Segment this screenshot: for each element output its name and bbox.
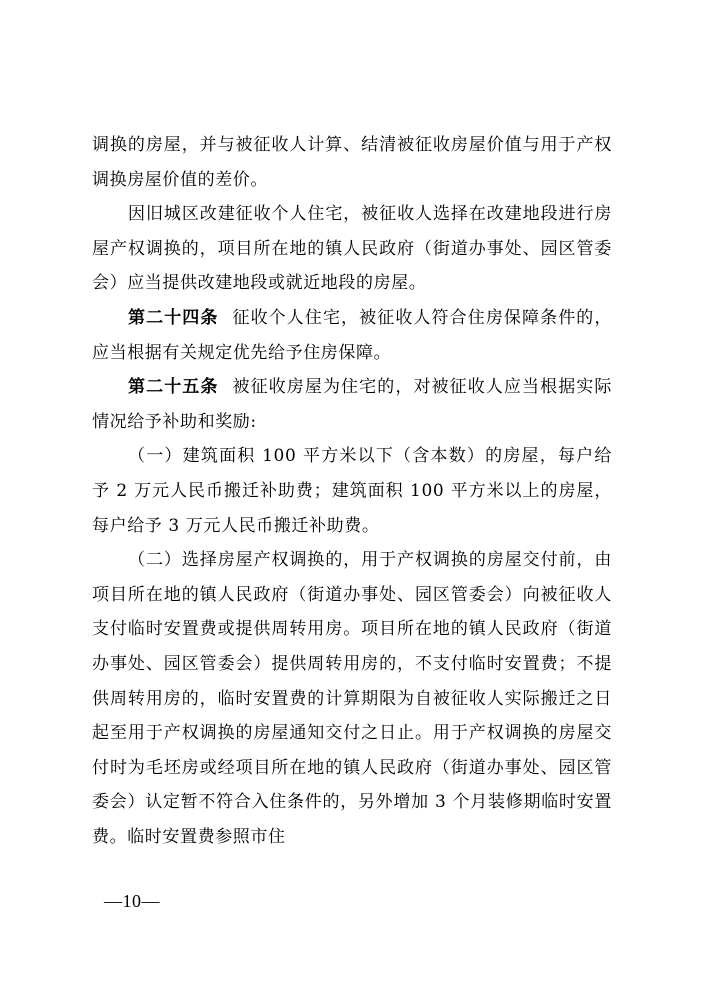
body-text: [92, 128, 612, 854]
item-1-relocation-subsidy: [92, 439, 612, 543]
article-25: [92, 370, 612, 439]
article-number: 第二十四条: [128, 307, 219, 328]
paragraph-text: （二）选择房屋产权调换的，用于产权调换的房屋交付前，由项目所在地的镇人民政府（街道办事处、园区管委会）向被征收人支付临时安置费或提供周转用房。项目所在地的镇人民政府（街道办事处、园区管委会）提供周转用房的，不支付临时安置费；不提供周转用房的，临时安置费的计算期限为自被征收人实际搬迁之日起至用于产权调换的房屋通知交付之日止。用于产权调换的房屋交付时为毛坯房或经项目所在地的镇人民政府（街道办事处、园区管委会）认定暂不符合入住条件的，另外增加 3 个月装修期临时安置费。临时安置费参照市住: [92, 550, 612, 847]
paragraph-old-city-reconstruction: [92, 197, 612, 301]
article-text: 征收个人住宅，被征收人符合住房保障条件的，应当根据有关规定优先给予住房保障。: [92, 307, 612, 363]
paragraph-text: 调换的房屋，并与被征收人计算、结清被征收房屋价值与用于产权调换房屋价值的差价。: [92, 135, 612, 190]
article-number: 第二十五条: [128, 377, 219, 398]
item-2-temporary-resettlement: [92, 543, 612, 854]
paragraph-continuation: [92, 128, 612, 197]
article-text: 被征收房屋为住宅的，对被征收人应当根据实际情况给予补助和奖励:: [92, 377, 612, 432]
paragraph-text: （一）建筑面积 100 平方米以下（含本数）的房屋，每户给予 2 万元人民币搬迁补助费；建筑面积 100 平方米以上的房屋，每户给予 3 万元人民币搬迁补助费。: [92, 446, 612, 536]
paragraph-text: 因旧城区改建征收个人住宅，被征收人选择在改建地段进行房屋产权调换的，项目所在地的镇人民政府（街道办事处、园区管委会）应当提供改建地段或就近地段的房屋。: [92, 204, 612, 294]
article-24: [92, 301, 612, 370]
page-number: —10—: [104, 891, 160, 911]
